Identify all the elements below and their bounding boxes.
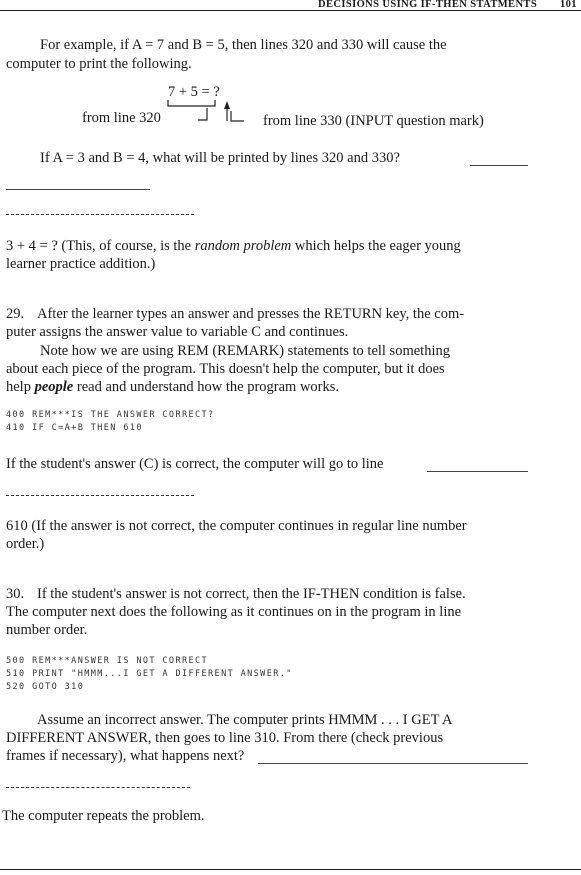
frame-29-line3: Note how we are using REM (REMARK) statements to tell something bbox=[40, 343, 450, 359]
footer-rule bbox=[0, 869, 581, 870]
answer-blank-1 bbox=[470, 165, 528, 166]
frame-29-line2: puter assigns the answer value to variable C and continues. bbox=[6, 324, 349, 340]
left-pointer-line bbox=[198, 108, 207, 120]
code-line-500: 500 REM***ANSWER IS NOT CORRECT bbox=[6, 656, 209, 666]
bracket-line bbox=[168, 100, 215, 106]
frame-29-answer-line1: 610 (If the answer is not correct, the computer continues in regular line number bbox=[6, 518, 467, 534]
frame-29-divider bbox=[6, 495, 194, 496]
example-intro-2: computer to print the following. bbox=[6, 56, 192, 72]
answer-divider bbox=[6, 214, 194, 215]
frame-29-line5: help people read and understand how the program works. bbox=[6, 379, 340, 395]
running-header: DECISIONS USING IF-THEN STATMENTS bbox=[318, 0, 538, 10]
frame-30-question-line3: frames if necessary), what happens next? bbox=[6, 748, 245, 764]
from-line-330-label: from line 330 (INPUT question mark) bbox=[263, 113, 484, 129]
right-pointer-elbow bbox=[231, 111, 244, 121]
example-intro: For example, if A = 7 and B = 5, then lines 320 and 330 will cause the bbox=[40, 37, 447, 53]
frame-30-question-line1: Assume an incorrect answer. The computer prints HMMM . . . I GET A bbox=[37, 712, 453, 728]
frame-29-line4: about each piece of the program. This doesn't help the computer, but it does bbox=[6, 361, 445, 377]
frame-29-blank bbox=[427, 471, 528, 472]
up-arrow-icon bbox=[224, 101, 230, 109]
code-line-400: 400 REM***IS THE ANSWER CORRECT? bbox=[6, 410, 215, 420]
equation: 7 + 5 = ? bbox=[168, 84, 220, 100]
code-line-410: 410 IF C=A+B THEN 610 bbox=[6, 423, 143, 433]
answer-blank-2 bbox=[6, 189, 150, 190]
frame-30-blank bbox=[258, 763, 528, 764]
frame-29-number: 29. bbox=[6, 306, 25, 322]
frame-30-divider bbox=[6, 787, 190, 788]
code-line-520: 520 GOTO 310 bbox=[6, 682, 85, 692]
code-line-510: 510 PRINT "HMMM...I GET A DIFFERENT ANSWER." bbox=[6, 669, 293, 679]
frame-30-line1: If the student's answer is not correct, then the IF-THEN condition is false. bbox=[37, 586, 466, 602]
page-number: 101 bbox=[560, 0, 577, 10]
frame-29-line1: After the learner types an answer and presses the RETURN key, the com- bbox=[37, 306, 465, 322]
example-answer-line1: 3 + 4 = ? (This, of course, is the random problem which helps the eager young bbox=[6, 238, 461, 254]
frame-30-answer: The computer repeats the problem. bbox=[2, 808, 205, 824]
frame-30-line2: The computer next does the following as it continues on in the program in line bbox=[6, 604, 462, 620]
example-question: If A = 3 and B = 4, what will be printed by lines 320 and 330? bbox=[40, 150, 400, 166]
frame-30-number: 30. bbox=[6, 586, 25, 602]
frame-29-answer-line2: order.) bbox=[6, 536, 45, 552]
frame-30-line3: number order. bbox=[6, 622, 88, 638]
example-answer-line2: learner practice addition.) bbox=[6, 256, 156, 272]
frame-30-question-line2: DIFFERENT ANSWER, then goes to line 310. From there (check previous bbox=[6, 730, 444, 746]
header-rule bbox=[0, 10, 581, 11]
from-line-320-label: from line 320 bbox=[82, 110, 161, 126]
frame-29-question: If the student's answer (C) is correct, the computer will go to line bbox=[6, 456, 384, 472]
bracket-diagram bbox=[160, 98, 250, 126]
